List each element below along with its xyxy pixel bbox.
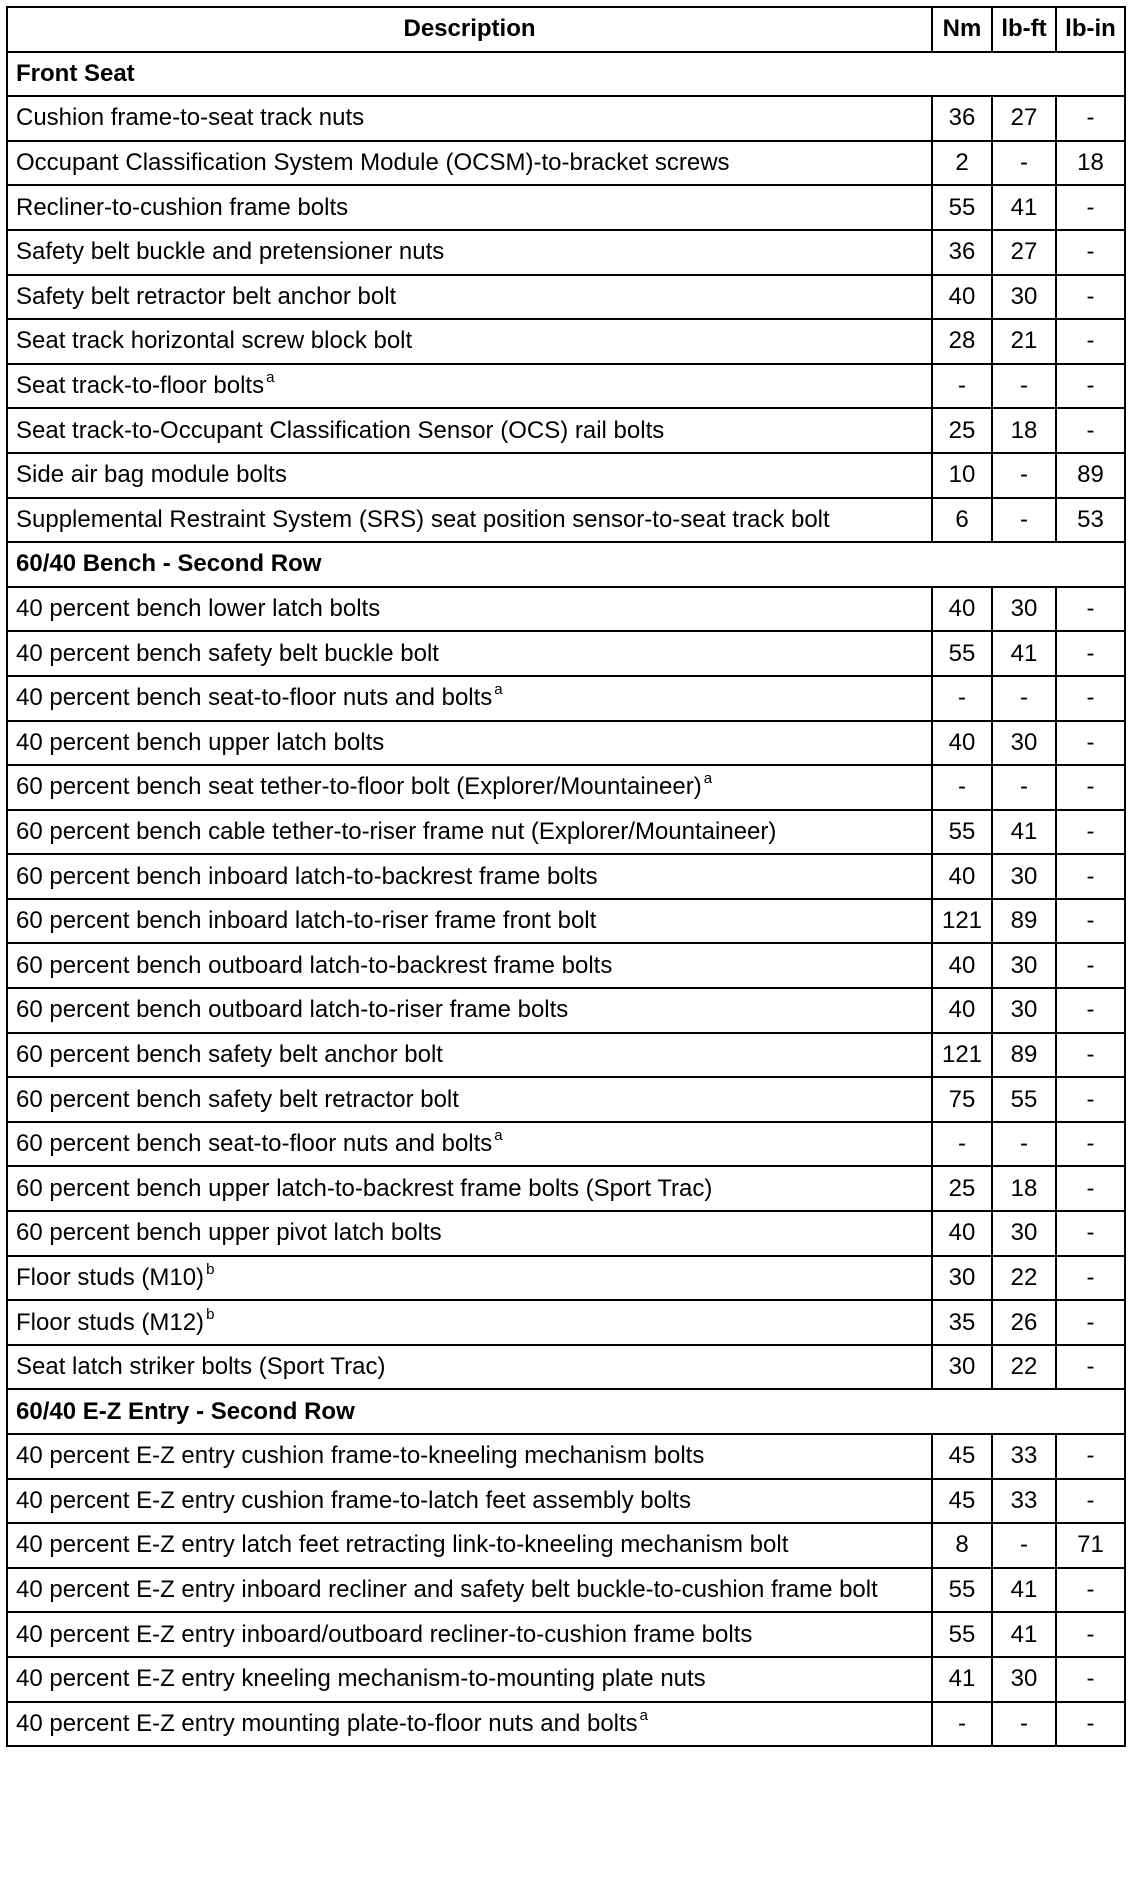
description-cell: [7, 1166, 932, 1211]
nm-value: 36: [932, 96, 992, 141]
section-header-row: [7, 542, 1125, 587]
description-text: Seat track-to-floor bolts: [16, 372, 265, 400]
lbin-value: -: [1056, 721, 1125, 766]
table-row: [7, 1122, 1125, 1167]
nm-value: 55: [932, 185, 992, 230]
nm-header: Nm: [932, 7, 992, 52]
lbin-value: -: [1056, 1033, 1125, 1078]
lbft-value: 30: [992, 943, 1056, 988]
lbin-value: -: [1056, 275, 1125, 320]
table-row: [7, 141, 1125, 186]
lbin-value: 71: [1056, 1523, 1125, 1568]
nm-value: -: [932, 1702, 992, 1747]
lbin-value: -: [1056, 408, 1125, 453]
lbft-value: 30: [992, 587, 1056, 632]
description-cell: [7, 1434, 932, 1479]
header-row: [7, 7, 1125, 52]
description-text: 40 percent E-Z entry kneeling mechanism-to-mounting plate nuts: [16, 1665, 706, 1693]
table-row: [7, 676, 1125, 721]
table-row: [7, 988, 1125, 1033]
nm-value: 55: [932, 1568, 992, 1613]
lbft-value: -: [992, 1702, 1056, 1747]
lbft-value: 41: [992, 1612, 1056, 1657]
lbft-value: 41: [992, 810, 1056, 855]
lbft-value: 26: [992, 1300, 1056, 1345]
lbin-value: -: [1056, 1256, 1125, 1301]
description-text: 60 percent bench inboard latch-to-backrest frame bolts: [16, 862, 598, 890]
lbin-value: -: [1056, 185, 1125, 230]
lbft-value: 33: [992, 1434, 1056, 1479]
lbin-value: -: [1056, 1077, 1125, 1122]
nm-value: 55: [932, 810, 992, 855]
description-cell: [7, 1211, 932, 1256]
table-row: [7, 854, 1125, 899]
lbin-value: -: [1056, 1702, 1125, 1747]
description-text: 60 percent bench safety belt retractor bolt: [16, 1085, 459, 1113]
lbin-value: -: [1056, 1479, 1125, 1524]
description-cell: [7, 899, 932, 944]
section-title: 60/40 E-Z Entry - Second Row: [7, 1389, 1125, 1434]
nm-value: 40: [932, 943, 992, 988]
nm-value: 25: [932, 408, 992, 453]
table-row: [7, 587, 1125, 632]
description-cell: [7, 141, 932, 186]
lbin-value: -: [1056, 854, 1125, 899]
section-header-row: [7, 52, 1125, 97]
description-text: Seat track-to-Occupant Classification Sensor (OCS) rail bolts: [16, 416, 665, 444]
description-text: Supplemental Restraint System (SRS) seat position sensor-to-seat track bolt: [16, 505, 830, 533]
section-title: 60/40 Bench - Second Row: [7, 542, 1125, 587]
lbft-value: 21: [992, 319, 1056, 364]
lbin-value: -: [1056, 1122, 1125, 1167]
footnote-marker: a: [494, 1127, 503, 1145]
table-row: [7, 364, 1125, 409]
description-cell: [7, 1479, 932, 1524]
lbin-value: -: [1056, 319, 1125, 364]
description-cell: [7, 453, 932, 498]
lbft-value: 89: [992, 1033, 1056, 1078]
description-cell: [7, 810, 932, 855]
description-cell: [7, 587, 932, 632]
lbin-value: -: [1056, 1300, 1125, 1345]
description-text: Recliner-to-cushion frame bolts: [16, 193, 349, 221]
description-text: 40 percent bench seat-to-floor nuts and bolts: [16, 684, 493, 712]
table-body: [7, 52, 1125, 1747]
description-cell: [7, 1702, 932, 1747]
lbft-value: -: [992, 364, 1056, 409]
footnote-marker: a: [266, 369, 275, 387]
lbft-value: 22: [992, 1345, 1056, 1390]
lbft-value: 27: [992, 230, 1056, 275]
lbft-value: -: [992, 453, 1056, 498]
description-cell: [7, 319, 932, 364]
description-cell: [7, 185, 932, 230]
lbft-value: 55: [992, 1077, 1056, 1122]
description-text: 40 percent bench safety belt buckle bolt: [16, 639, 439, 667]
lbin-value: -: [1056, 230, 1125, 275]
table-row: [7, 96, 1125, 141]
table-row: [7, 765, 1125, 810]
table-row: [7, 453, 1125, 498]
nm-value: 2: [932, 141, 992, 186]
description-cell: [7, 1122, 932, 1167]
lbft-value: -: [992, 1523, 1056, 1568]
nm-value: 40: [932, 1211, 992, 1256]
nm-value: 40: [932, 988, 992, 1033]
table-row: [7, 230, 1125, 275]
nm-value: 35: [932, 1300, 992, 1345]
description-text: Seat latch striker bolts (Sport Trac): [16, 1353, 386, 1381]
lbft-value: 18: [992, 408, 1056, 453]
description-text: 60 percent bench inboard latch-to-riser frame front bolt: [16, 907, 597, 935]
description-text: 40 percent E-Z entry mounting plate-to-floor nuts and bolts: [16, 1709, 638, 1737]
lbft-header: lb-ft: [992, 7, 1056, 52]
nm-value: 55: [932, 1612, 992, 1657]
table-row: [7, 185, 1125, 230]
table-row: [7, 498, 1125, 543]
description-text: Floor studs (M12): [16, 1308, 205, 1336]
description-text: 40 percent E-Z entry cushion frame-to-kneeling mechanism bolts: [16, 1442, 705, 1470]
lbft-value: 30: [992, 721, 1056, 766]
nm-value: 40: [932, 721, 992, 766]
nm-value: 25: [932, 1166, 992, 1211]
description-cell: [7, 943, 932, 988]
lbft-value: -: [992, 498, 1056, 543]
nm-value: 41: [932, 1657, 992, 1702]
footnote-marker: b: [206, 1305, 215, 1323]
lbin-value: 53: [1056, 498, 1125, 543]
table-row: [7, 1612, 1125, 1657]
lbin-value: -: [1056, 676, 1125, 721]
lbin-value: 18: [1056, 141, 1125, 186]
description-text: Occupant Classification System Module (OCSM)-to-bracket screws: [16, 149, 730, 177]
lbin-value: -: [1056, 364, 1125, 409]
footnote-marker: a: [494, 681, 503, 699]
nm-value: -: [932, 765, 992, 810]
lbin-value: -: [1056, 631, 1125, 676]
table-row: [7, 1702, 1125, 1747]
description-cell: [7, 721, 932, 766]
nm-value: 40: [932, 854, 992, 899]
description-text: 60 percent bench upper pivot latch bolts: [16, 1219, 442, 1247]
description-cell: [7, 96, 932, 141]
description-text: 60 percent bench seat tether-to-floor bolt (Explorer/Mountaineer): [16, 773, 702, 801]
table-row: [7, 899, 1125, 944]
description-cell: [7, 765, 932, 810]
nm-value: -: [932, 676, 992, 721]
section-header-row: [7, 1389, 1125, 1434]
table-row: [7, 1256, 1125, 1301]
lbft-value: -: [992, 765, 1056, 810]
lbin-value: -: [1056, 1612, 1125, 1657]
table-row: [7, 319, 1125, 364]
description-text: Seat track horizontal screw block bolt: [16, 327, 413, 355]
table-row: [7, 631, 1125, 676]
nm-value: 45: [932, 1434, 992, 1479]
description-cell: [7, 1033, 932, 1078]
table-row: [7, 1033, 1125, 1078]
description-text: 60 percent bench safety belt anchor bolt: [16, 1040, 443, 1068]
lbin-value: -: [1056, 810, 1125, 855]
lbft-value: 30: [992, 988, 1056, 1033]
table-row: [7, 1166, 1125, 1211]
description-text: Side air bag module bolts: [16, 461, 287, 489]
lbft-value: -: [992, 141, 1056, 186]
lbft-value: 41: [992, 631, 1056, 676]
description-cell: [7, 631, 932, 676]
table-row: [7, 1211, 1125, 1256]
nm-value: 55: [932, 631, 992, 676]
nm-value: 40: [932, 587, 992, 632]
lbin-value: -: [1056, 1345, 1125, 1390]
torque-specification-table: [6, 6, 1126, 1747]
description-cell: [7, 364, 932, 409]
table-row: [7, 721, 1125, 766]
description-cell: [7, 854, 932, 899]
description-text: Safety belt buckle and pretensioner nuts: [16, 238, 445, 266]
lbft-value: 89: [992, 899, 1056, 944]
description-cell: [7, 988, 932, 1033]
table-row: [7, 1523, 1125, 1568]
description-cell: [7, 1612, 932, 1657]
description-cell: [7, 1256, 932, 1301]
nm-value: 6: [932, 498, 992, 543]
lbft-value: 30: [992, 854, 1056, 899]
footnote-marker: b: [206, 1260, 215, 1278]
description-text: Cushion frame-to-seat track nuts: [16, 104, 365, 132]
description-text: 40 percent E-Z entry inboard/outboard recliner-to-cushion frame bolts: [16, 1620, 753, 1648]
table-row: [7, 1479, 1125, 1524]
nm-value: 121: [932, 899, 992, 944]
table-row: [7, 810, 1125, 855]
lbin-value: -: [1056, 587, 1125, 632]
description-cell: [7, 1523, 932, 1568]
lbft-value: 22: [992, 1256, 1056, 1301]
lbft-value: 41: [992, 185, 1056, 230]
description-cell: [7, 676, 932, 721]
lbin-value: -: [1056, 765, 1125, 810]
nm-value: 36: [932, 230, 992, 275]
description-text: 40 percent E-Z entry inboard recliner and safety belt buckle-to-cushion frame bolt: [16, 1576, 878, 1604]
lbin-header: lb-in: [1056, 7, 1125, 52]
description-text: 40 percent E-Z entry latch feet retracting link-to-kneeling mechanism bolt: [16, 1531, 789, 1559]
nm-value: 28: [932, 319, 992, 364]
footnote-marker: a: [639, 1706, 649, 1724]
description-text: Floor studs (M10): [16, 1263, 205, 1291]
description-header: Description: [7, 7, 932, 52]
table-row: [7, 275, 1125, 320]
lbin-value: -: [1056, 1657, 1125, 1702]
table-row: [7, 943, 1125, 988]
table-row: [7, 1568, 1125, 1613]
description-cell: [7, 230, 932, 275]
lbft-value: 30: [992, 1657, 1056, 1702]
lbin-value: -: [1056, 1166, 1125, 1211]
lbft-value: 18: [992, 1166, 1056, 1211]
table-row: [7, 1077, 1125, 1122]
table-row: [7, 1300, 1125, 1345]
lbin-value: -: [1056, 1568, 1125, 1613]
table-row: [7, 1657, 1125, 1702]
lbft-value: 30: [992, 1211, 1056, 1256]
nm-value: 45: [932, 1479, 992, 1524]
description-cell: [7, 498, 932, 543]
description-text: 60 percent bench upper latch-to-backrest frame bolts (Sport Trac): [16, 1174, 713, 1202]
lbin-value: -: [1056, 943, 1125, 988]
lbin-value: 89: [1056, 453, 1125, 498]
nm-value: -: [932, 1122, 992, 1167]
nm-value: 40: [932, 275, 992, 320]
lbft-value: 27: [992, 96, 1056, 141]
description-cell: [7, 408, 932, 453]
lbft-value: -: [992, 1122, 1056, 1167]
nm-value: 10: [932, 453, 992, 498]
lbin-value: -: [1056, 96, 1125, 141]
nm-value: 75: [932, 1077, 992, 1122]
lbin-value: -: [1056, 1434, 1125, 1479]
description-text: 60 percent bench outboard latch-to-backrest frame bolts: [16, 951, 613, 979]
description-text: 40 percent E-Z entry cushion frame-to-latch feet assembly bolts: [16, 1486, 691, 1514]
description-text: 60 percent bench outboard latch-to-riser frame bolts: [16, 996, 569, 1024]
description-cell: [7, 1077, 932, 1122]
nm-value: 30: [932, 1345, 992, 1390]
description-text: 40 percent bench lower latch bolts: [16, 595, 381, 623]
description-text: Safety belt retractor belt anchor bolt: [16, 282, 397, 310]
footnote-marker: a: [703, 770, 713, 788]
lbin-value: -: [1056, 988, 1125, 1033]
lbft-value: 41: [992, 1568, 1056, 1613]
lbft-value: 33: [992, 1479, 1056, 1524]
lbin-value: -: [1056, 1211, 1125, 1256]
description-cell: [7, 1345, 932, 1390]
nm-value: 8: [932, 1523, 992, 1568]
nm-value: 30: [932, 1256, 992, 1301]
description-cell: [7, 1300, 932, 1345]
table-row: [7, 1434, 1125, 1479]
table-row: [7, 408, 1125, 453]
description-text: 60 percent bench cable tether-to-riser frame nut (Explorer/Mountaineer): [16, 817, 777, 845]
description-text: 60 percent bench seat-to-floor nuts and bolts: [16, 1130, 493, 1158]
nm-value: 121: [932, 1033, 992, 1078]
description-text: 40 percent bench upper latch bolts: [16, 728, 385, 756]
description-cell: [7, 1657, 932, 1702]
description-cell: [7, 1568, 932, 1613]
lbft-value: -: [992, 676, 1056, 721]
table-row: [7, 1345, 1125, 1390]
description-cell: [7, 275, 932, 320]
lbft-value: 30: [992, 275, 1056, 320]
lbin-value: -: [1056, 899, 1125, 944]
section-title: Front Seat: [7, 52, 1125, 97]
nm-value: -: [932, 364, 992, 409]
